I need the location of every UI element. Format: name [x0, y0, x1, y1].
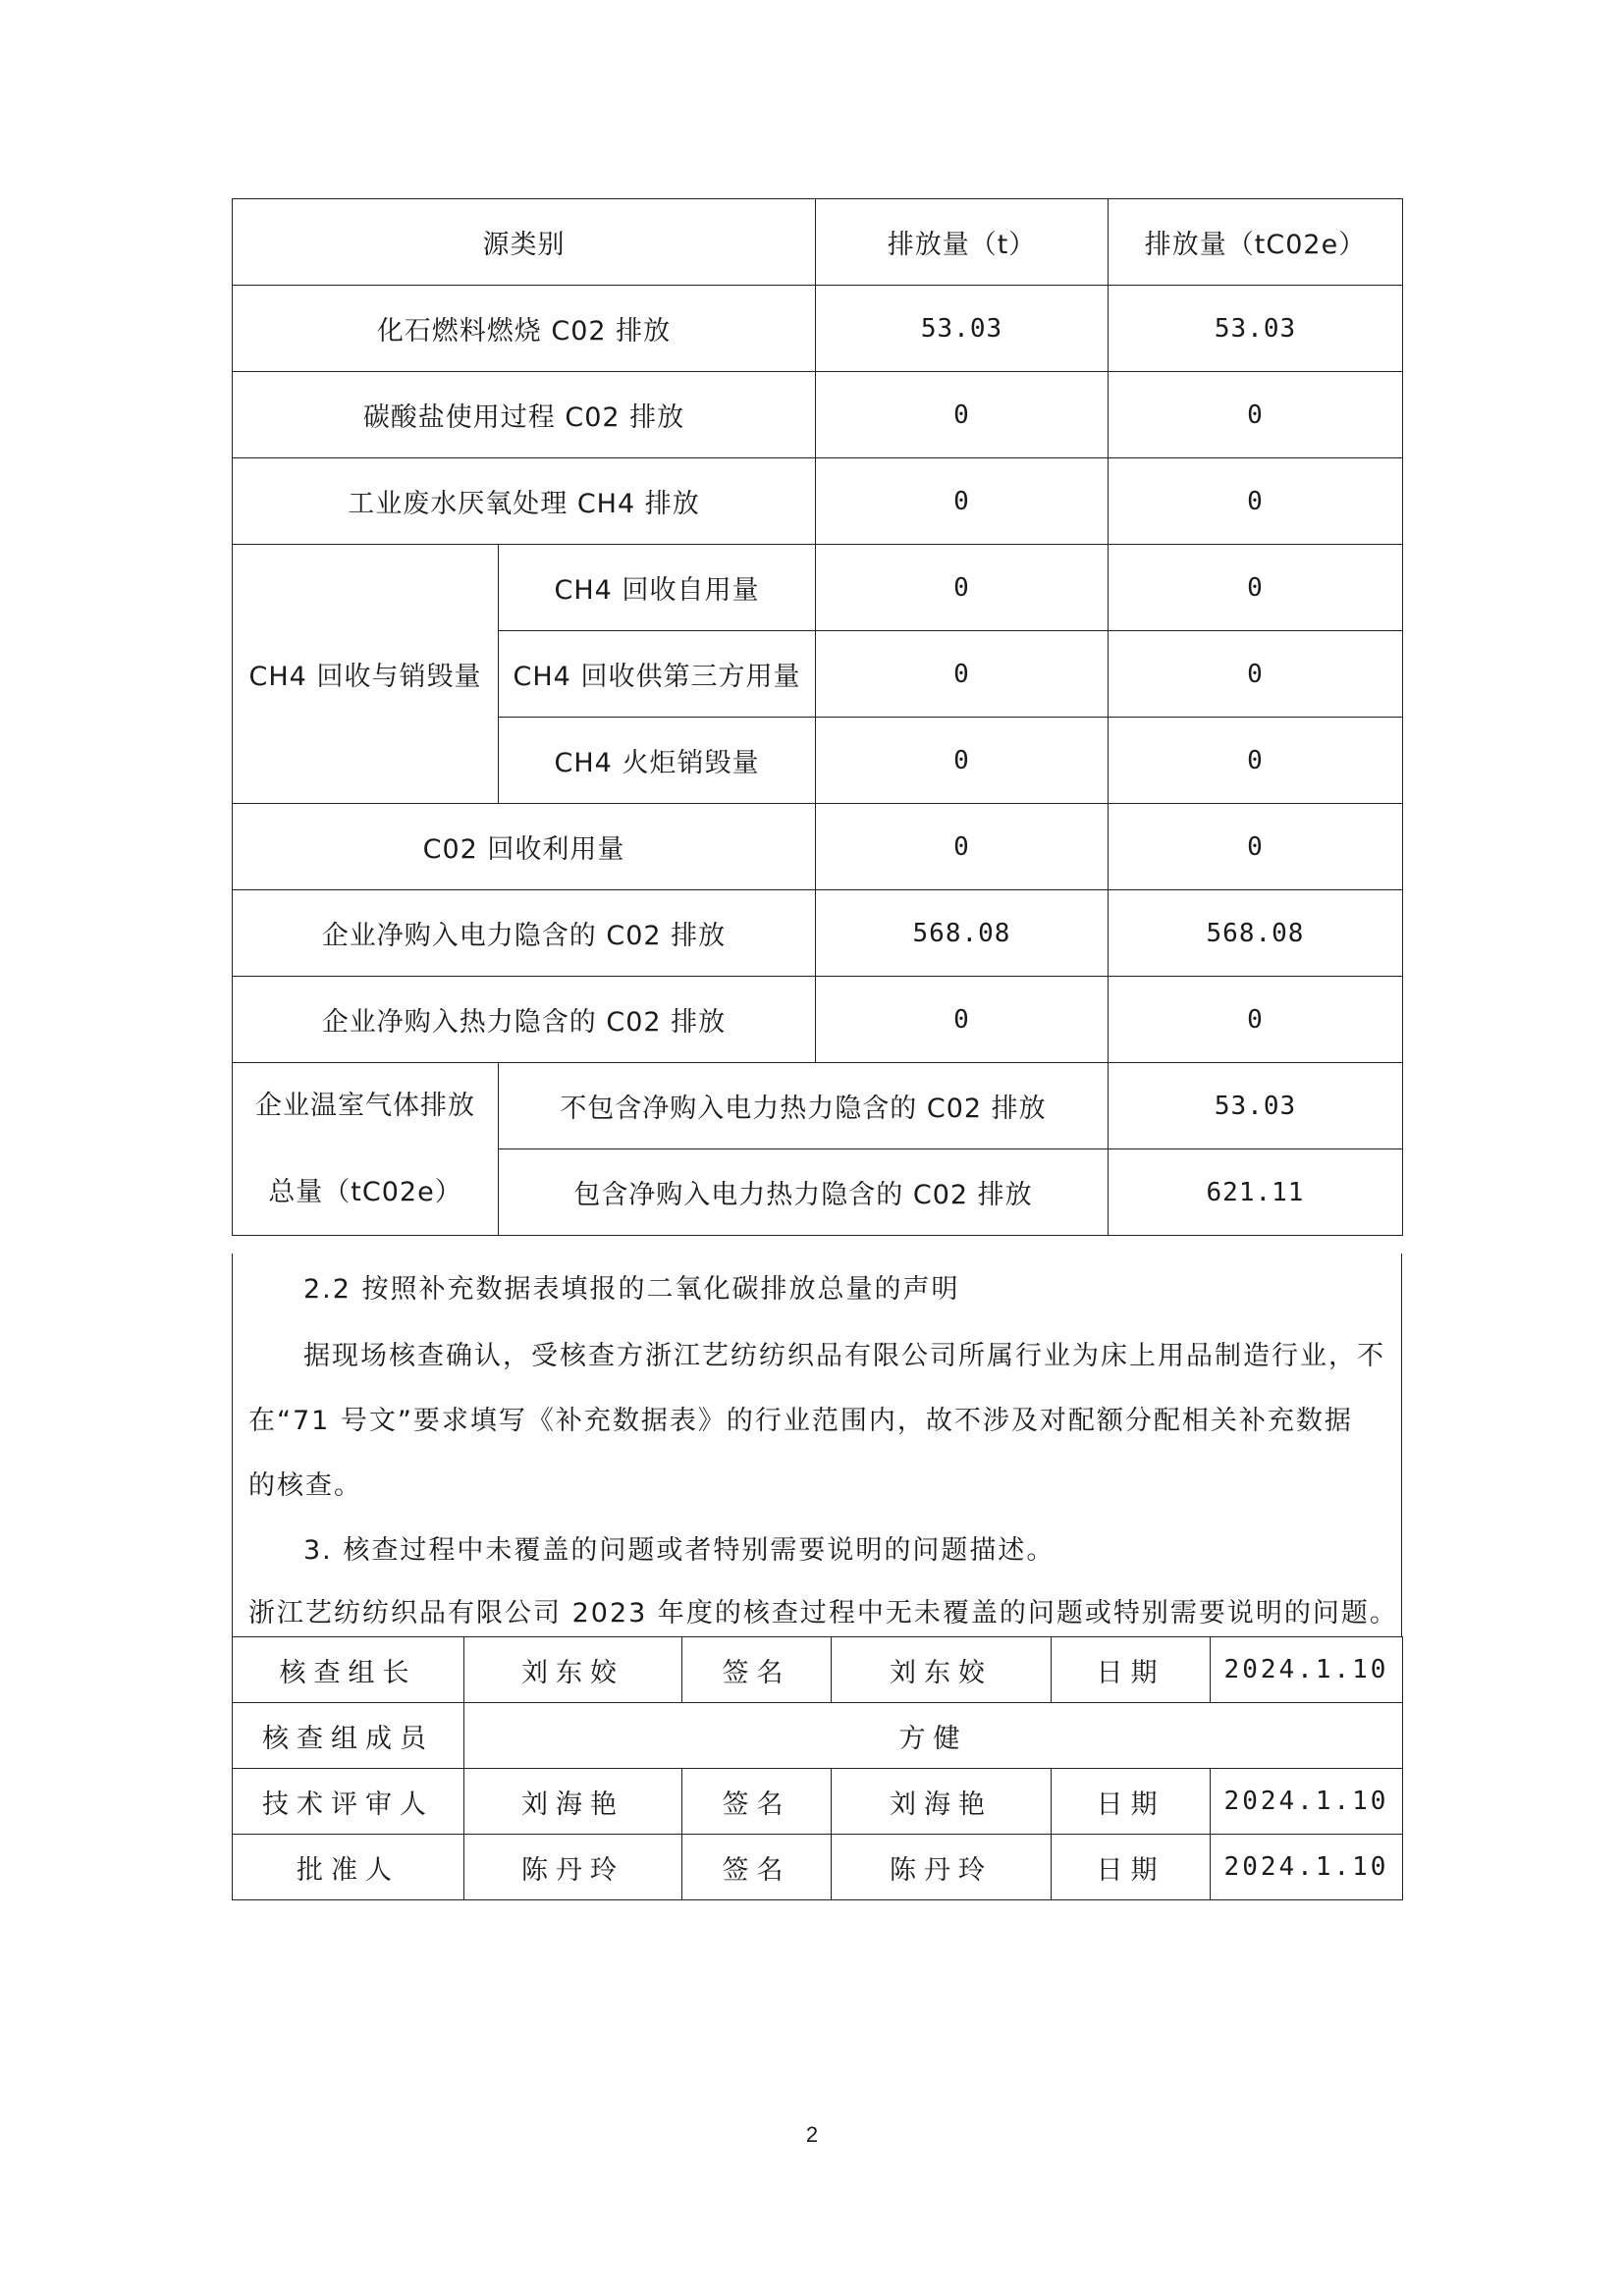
role-label: 核查组成员 — [233, 1703, 464, 1769]
row-label: 企业净购入电力隐含的 C02 排放 — [233, 890, 816, 977]
role-label: 核查组长 — [233, 1637, 464, 1703]
table-row — [233, 458, 1403, 545]
date-value: 2024.1.10 — [1211, 1835, 1403, 1900]
paragraph-line: 的核查。 — [248, 1470, 362, 1501]
row-value-t: 568.08 — [816, 890, 1109, 977]
statement-block — [232, 1254, 1402, 1636]
row-value-tco2e: 621.11 — [1109, 1149, 1403, 1236]
page-number: 2 — [805, 2122, 819, 2147]
sign-label: 签名 — [682, 1769, 832, 1835]
date-label: 日期 — [1052, 1769, 1211, 1835]
row-value-tco2e: 0 — [1109, 631, 1403, 718]
row-label: 化石燃料燃烧 C02 排放 — [233, 286, 816, 372]
header-emission-t: 排放量（t） — [816, 199, 1109, 286]
date-label: 日期 — [1052, 1637, 1211, 1703]
section-heading-2-2: 2.2 按照补充数据表填报的二氧化碳排放总量的声明 — [303, 1274, 960, 1305]
row-label: 企业净购入热力隐含的 C02 排放 — [233, 977, 816, 1063]
total-group-label — [233, 1063, 499, 1236]
signature: 刘海艳 — [832, 1769, 1052, 1835]
row-label: CH4 回收供第三方用量 — [499, 631, 816, 718]
sign-label: 签名 — [682, 1637, 832, 1703]
row-value-tco2e: 0 — [1109, 804, 1403, 890]
person-name: 陈丹玲 — [464, 1835, 682, 1900]
row-label: 工业废水厌氧处理 CH4 排放 — [233, 458, 816, 545]
person-name: 刘海艳 — [464, 1769, 682, 1835]
table-row — [233, 372, 1403, 458]
row-label: C02 回收利用量 — [233, 804, 816, 890]
row-value-t: 0 — [816, 458, 1109, 545]
table-row — [233, 286, 1403, 372]
paragraph-line: 浙江艺纺纺织品有限公司 2023 年度的核查过程中无未覆盖的问题或特别需要说明的问题。 — [248, 1598, 1398, 1629]
signature: 刘东姣 — [832, 1637, 1052, 1703]
table-row — [233, 977, 1403, 1063]
row-value-tco2e: 0 — [1109, 372, 1403, 458]
row-value-t: 0 — [816, 631, 1109, 718]
table-row — [233, 804, 1403, 890]
row-value-tco2e: 53.03 — [1109, 1063, 1403, 1149]
date-value: 2024.1.10 — [1211, 1637, 1403, 1703]
row-label: CH4 火炬销毁量 — [499, 718, 816, 804]
row-value-t: 53.03 — [816, 286, 1109, 372]
sign-label: 签名 — [682, 1835, 832, 1900]
table-row — [233, 1769, 1403, 1835]
header-source: 源类别 — [233, 199, 816, 286]
table-row — [233, 1637, 1403, 1703]
row-value-tco2e: 0 — [1109, 458, 1403, 545]
table-header-row — [233, 199, 1403, 286]
row-value-tco2e: 0 — [1109, 718, 1403, 804]
table-row — [233, 1063, 1403, 1149]
role-label: 批准人 — [233, 1835, 464, 1900]
person-name: 刘东姣 — [464, 1637, 682, 1703]
table-row — [233, 1835, 1403, 1900]
total-label-line1: 企业温室气体排放 — [255, 1090, 475, 1121]
row-value-tco2e: 568.08 — [1109, 890, 1403, 977]
signoff-table — [232, 1636, 1403, 1900]
emissions-table — [232, 198, 1403, 1236]
row-value-tco2e: 0 — [1109, 977, 1403, 1063]
header-emission-tco2e: 排放量（tC02e） — [1109, 199, 1403, 286]
row-label: 包含净购入电力热力隐含的 C02 排放 — [499, 1149, 1109, 1236]
signature: 陈丹玲 — [832, 1835, 1052, 1900]
table-row — [233, 545, 1403, 631]
row-value-tco2e: 53.03 — [1109, 286, 1403, 372]
row-value-t: 0 — [816, 718, 1109, 804]
row-value-t: 0 — [816, 372, 1109, 458]
row-label: 不包含净购入电力热力隐含的 C02 排放 — [499, 1063, 1109, 1149]
date-label: 日期 — [1052, 1835, 1211, 1900]
paragraph-line: 在“71 号文”要求填写《补充数据表》的行业范围内，故不涉及对配额分配相关补充数据 — [248, 1406, 1353, 1436]
row-value-t: 0 — [816, 545, 1109, 631]
row-label: CH4 回收自用量 — [499, 545, 816, 631]
ch4-group-label: CH4 回收与销毁量 — [233, 545, 499, 804]
paragraph-line: 据现场核查确认，受核查方浙江艺纺纺织品有限公司所属行业为床上用品制造行业，不 — [303, 1341, 1385, 1371]
row-value-t: 0 — [816, 977, 1109, 1063]
role-label: 技术评审人 — [233, 1769, 464, 1835]
member-names: 方健 — [464, 1703, 1403, 1769]
row-value-t: 0 — [816, 804, 1109, 890]
total-label-line2: 总量（tC02e） — [268, 1176, 462, 1207]
table-row — [233, 1703, 1403, 1769]
row-value-tco2e: 0 — [1109, 545, 1403, 631]
date-value: 2024.1.10 — [1211, 1769, 1403, 1835]
section-heading-3: 3. 核查过程中未覆盖的问题或者特别需要说明的问题描述。 — [303, 1535, 1056, 1566]
row-label: 碳酸盐使用过程 C02 排放 — [233, 372, 816, 458]
table-row — [233, 890, 1403, 977]
